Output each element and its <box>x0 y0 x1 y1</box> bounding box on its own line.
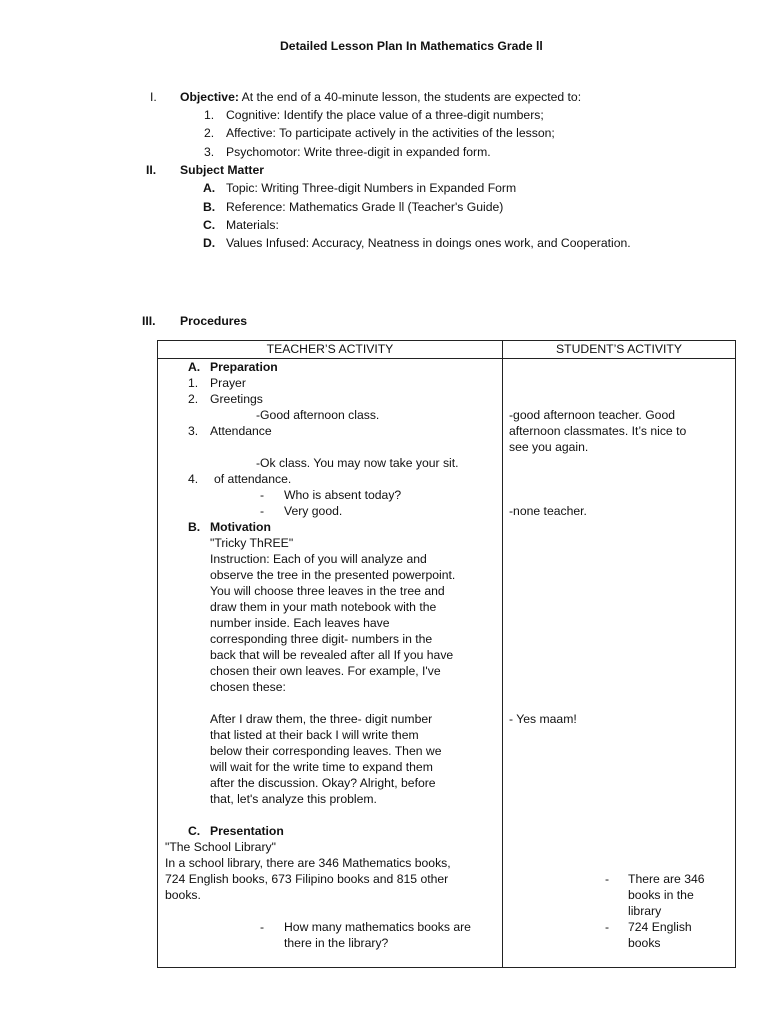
instruction-line: chosen these: <box>210 680 286 694</box>
dash-bullet: - <box>260 488 265 502</box>
objective-number-1: 1. <box>204 108 215 122</box>
question-line: there in the library? <box>284 936 389 950</box>
objective-number-2: 2. <box>204 126 215 140</box>
teacher-activity-cell <box>158 359 503 968</box>
dash-bullet: - <box>260 920 265 934</box>
student-greeting-line: -good afternoon teacher. Good <box>509 408 676 422</box>
subject-letter-b: B. <box>203 200 216 214</box>
student-answer-line: library <box>628 904 662 918</box>
subject-item-values: Values Infused: Accuracy, Neatness in doings ones work, and Cooperation. <box>226 236 631 250</box>
objective-heading: Objective: <box>180 90 239 104</box>
after-draw-line: below their corresponding leaves. Then we <box>210 744 442 758</box>
presentation-label: Presentation <box>210 824 284 838</box>
instruction-line: corresponding three digit- numbers in the <box>210 632 433 646</box>
subject-matter-heading: Subject Matter <box>180 163 264 177</box>
procedures-table <box>157 340 736 968</box>
objective-item-3: Psychomotor: Write three-digit in expanded form. <box>226 145 491 159</box>
procedures-heading: Procedures <box>180 314 248 328</box>
student-answer-line: books <box>628 936 661 950</box>
instruction-line: back that will be revealed after all If you have <box>210 648 454 662</box>
student-activity-header: STUDENT’S ACTIVITY <box>503 341 736 359</box>
motivation-letter: B. <box>188 520 201 534</box>
student-none-line: -none teacher. <box>509 504 587 518</box>
objective-text: At the end of a 40-minute lesson, the students are expected to: <box>241 90 582 104</box>
tricky-three-title: "Tricky ThREE" <box>210 536 294 550</box>
motivation-label: Motivation <box>210 520 271 534</box>
take-your-sit-line: -Ok class. You may now take your sit. <box>256 456 459 470</box>
problem-line: 724 English books, 673 Filipino books and 815 other <box>165 872 449 886</box>
objective-item-2: Affective: To participate actively in the activities of the lesson; <box>226 126 555 140</box>
after-draw-line: that, let's analyze this problem. <box>210 792 377 806</box>
section-1-line <box>180 89 581 105</box>
page-title: Detailed Lesson Plan In Mathematics Grade ll <box>280 39 543 53</box>
preparation-letter: A. <box>188 360 201 374</box>
problem-line: In a school library, there are 346 Mathematics books, <box>165 856 451 870</box>
student-greeting-line: see you again. <box>509 440 589 454</box>
attendance-text: Attendance <box>210 424 272 438</box>
table-header-row <box>158 341 736 359</box>
table-row <box>158 359 736 968</box>
teacher-activity-header: TEACHER’S ACTIVITY <box>158 341 503 359</box>
section-3-numeral: III. <box>142 314 156 328</box>
dash-bullet: - <box>605 920 610 934</box>
teacher-greeting-line: -Good afternoon class. <box>256 408 380 422</box>
after-draw-line: After I draw them, the three- digit number <box>210 712 433 726</box>
instruction-line: draw them in your math notebook with the <box>210 600 437 614</box>
after-draw-line: after the discussion. Okay? Alright, before <box>210 776 436 790</box>
section-2-numeral: II. <box>146 163 157 177</box>
number-2: 2. <box>188 392 199 406</box>
dash-bullet: - <box>605 872 610 886</box>
student-activity-cell <box>503 359 736 968</box>
question-line: How many mathematics books are <box>284 920 471 934</box>
objective-number-3: 3. <box>204 145 215 159</box>
after-draw-line: will wait for the write time to expand them <box>210 760 433 774</box>
student-answer-line: books in the <box>628 888 694 902</box>
very-good-line: Very good. <box>284 504 343 518</box>
subject-item-materials: Materials: <box>226 218 279 232</box>
instruction-line: chosen their own leaves. For example, I've <box>210 664 441 678</box>
presentation-letter: C. <box>188 824 201 838</box>
number-3: 3. <box>188 424 199 438</box>
instruction-line: Instruction: Each of you will analyze and <box>210 552 427 566</box>
number-1: 1. <box>188 376 199 390</box>
student-greeting-line: afternoon classmates. It’s nice to <box>509 424 687 438</box>
of-attendance-text: of attendance. <box>214 472 292 486</box>
student-yes-line: - Yes maam! <box>509 712 577 726</box>
dash-bullet: - <box>260 504 265 518</box>
instruction-line: number inside. Each leaves have <box>210 616 390 630</box>
subject-letter-a: A. <box>203 181 216 195</box>
number-4: 4. <box>188 472 199 486</box>
school-library-title: "The School Library" <box>165 840 276 854</box>
preparation-label: Preparation <box>210 360 278 374</box>
prayer-text: Prayer <box>210 376 246 390</box>
objective-item-1: Cognitive: Identify the place value of a three-digit numbers; <box>226 108 544 122</box>
subject-letter-c: C. <box>203 218 216 232</box>
section-1-numeral: I. <box>150 90 157 104</box>
student-answer-line: 724 English <box>628 920 692 934</box>
subject-item-reference: Reference: Mathematics Grade ll (Teacher's Guide) <box>226 200 504 214</box>
instruction-line: observe the tree in the presented powerpoint. <box>210 568 456 582</box>
greetings-text: Greetings <box>210 392 263 406</box>
subject-item-topic: Topic: Writing Three-digit Numbers in Expanded Form <box>226 181 517 195</box>
subject-letter-d: D. <box>203 236 216 250</box>
student-answer-line: There are 346 <box>628 872 705 886</box>
who-is-absent-line: Who is absent today? <box>284 488 402 502</box>
after-draw-line: that listed at their back I will write them <box>210 728 419 742</box>
problem-line: books. <box>165 888 201 902</box>
instruction-line: You will choose three leaves in the tree and <box>210 584 445 598</box>
